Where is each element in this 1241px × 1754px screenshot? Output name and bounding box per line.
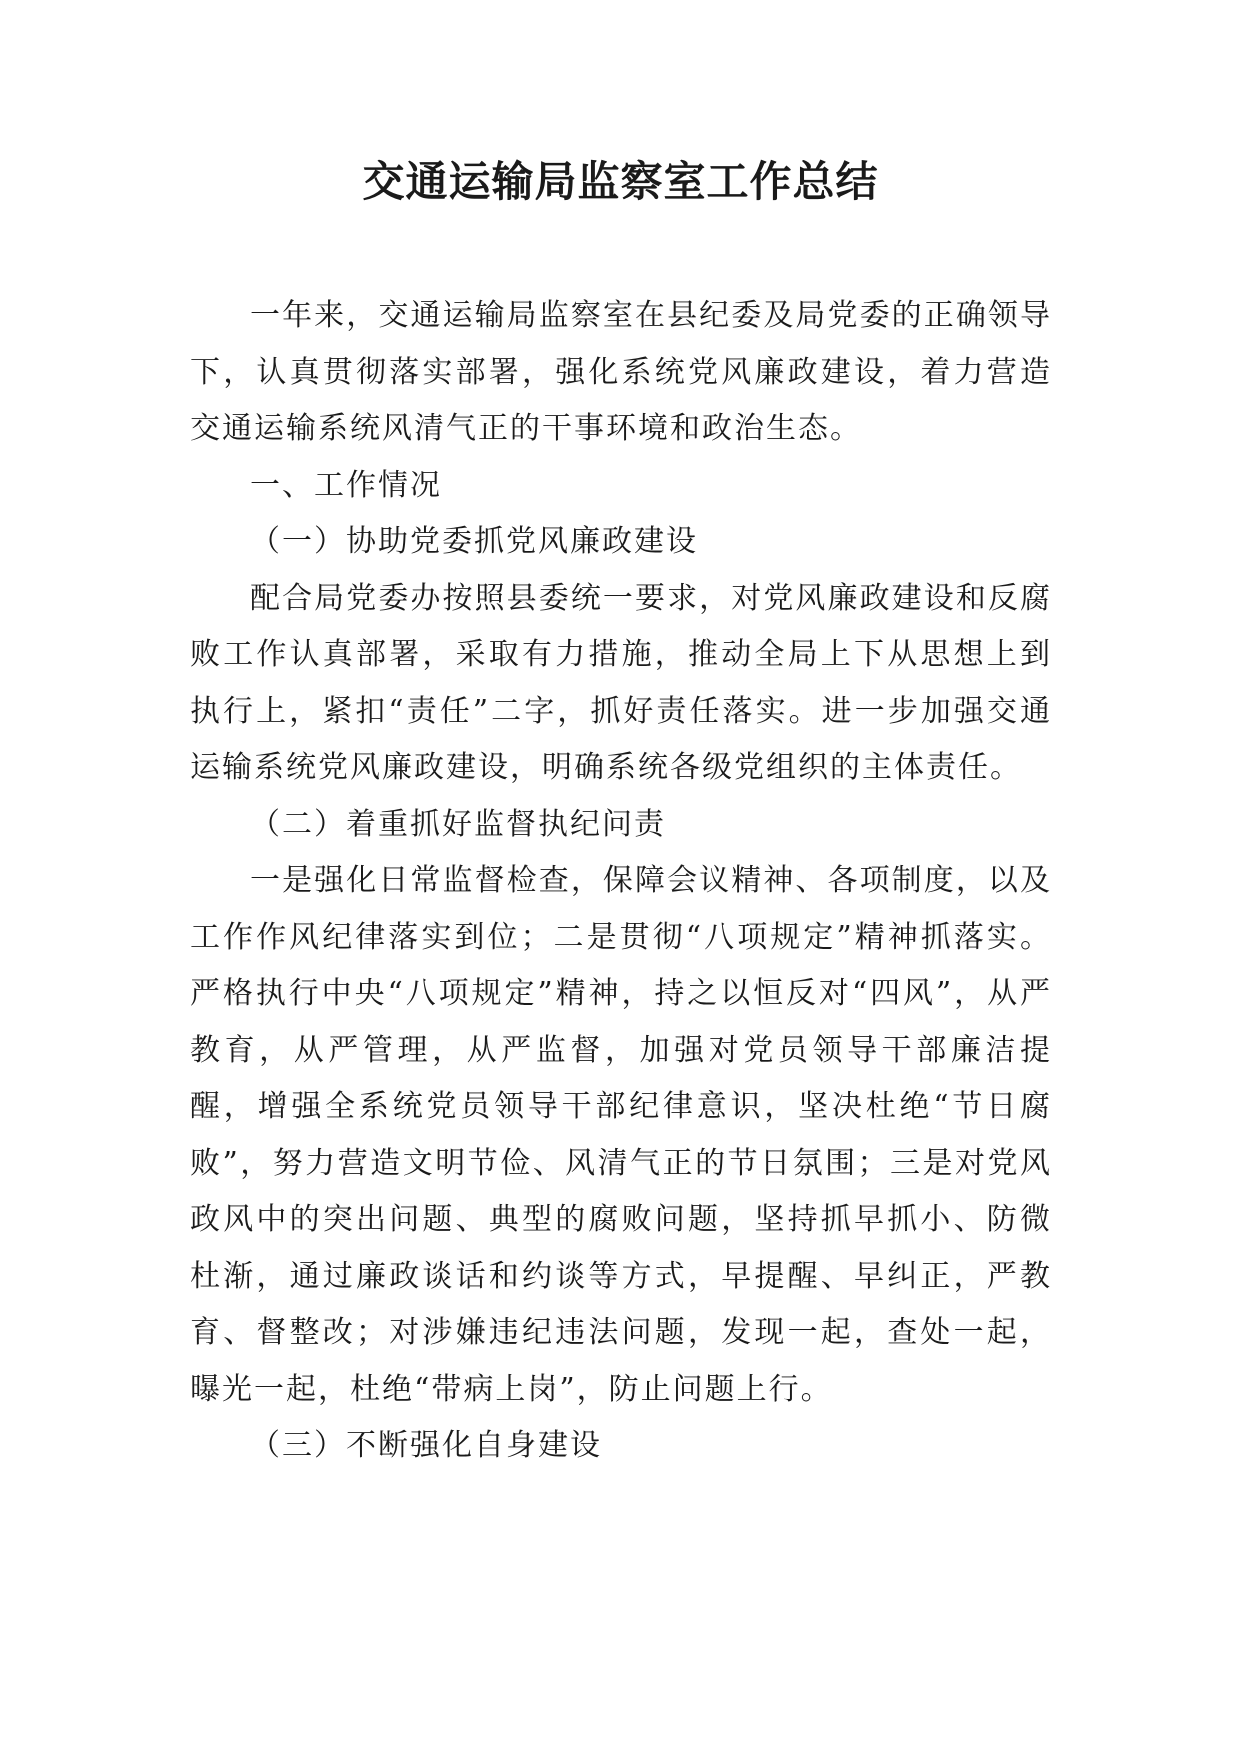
subsection-heading-1: （一）协助党委抓党风廉政建设 <box>250 524 698 559</box>
subsection-paragraph-1: 配合局党委办按照县委统一要求，对党风廉政建设和反腐败工作认真部署，采取有力措施，推动全局上下从思想上到执行上，紧扣“责任”二字，抓好责任落实。进一步加强交通运输系统党风廉政建设，明确系统各级党组织的主体责任。 <box>190 580 1052 785</box>
document-body <box>190 288 1052 1475</box>
subsection-heading-3: （三）不断强化自身建设 <box>250 1428 602 1463</box>
subsection-heading-2: （二）着重抓好监督执纪问责 <box>250 806 666 842</box>
subsection-paragraph-2: 一是强化日常监督检查，保障会议精神、各项制度，以及工作作风纪律落实到位；二是贯彻“八项规定”精神抓落实。严格执行中央“八项规定”精神，持之以恒反对“四风”，从严教育，从严管理，从严监督，加强对党员领导干部廉洁提醒，增强全系统党员领导干部纪律意识，坚决杜绝“节日腐败”，努力营造文明节俭、风清气正的节日氛围；三是对党风政风中的突出问题、典型的腐败问题，坚持抓早抓小、防微杜渐，通过廉政谈话和约谈等方式，早提醒、早纠正，严教育、督整改；对涉嫌违纪违法问题，发现一起，查处一起，曝光一起，杜绝“带病上岗”，防止问题上行。 <box>190 863 1052 1407</box>
document-title: 交通运输局监察室工作总结 <box>362 157 879 206</box>
section-heading-work-status: 一、工作情况 <box>250 467 442 503</box>
intro-paragraph: 一年来，交通运输局监察室在县纪委及局党委的正确领导下，认真贯彻落实部署，强化系统党风廉政建设，着力营造交通运输系统风清气正的干事环境和政治生态。 <box>190 298 1052 446</box>
